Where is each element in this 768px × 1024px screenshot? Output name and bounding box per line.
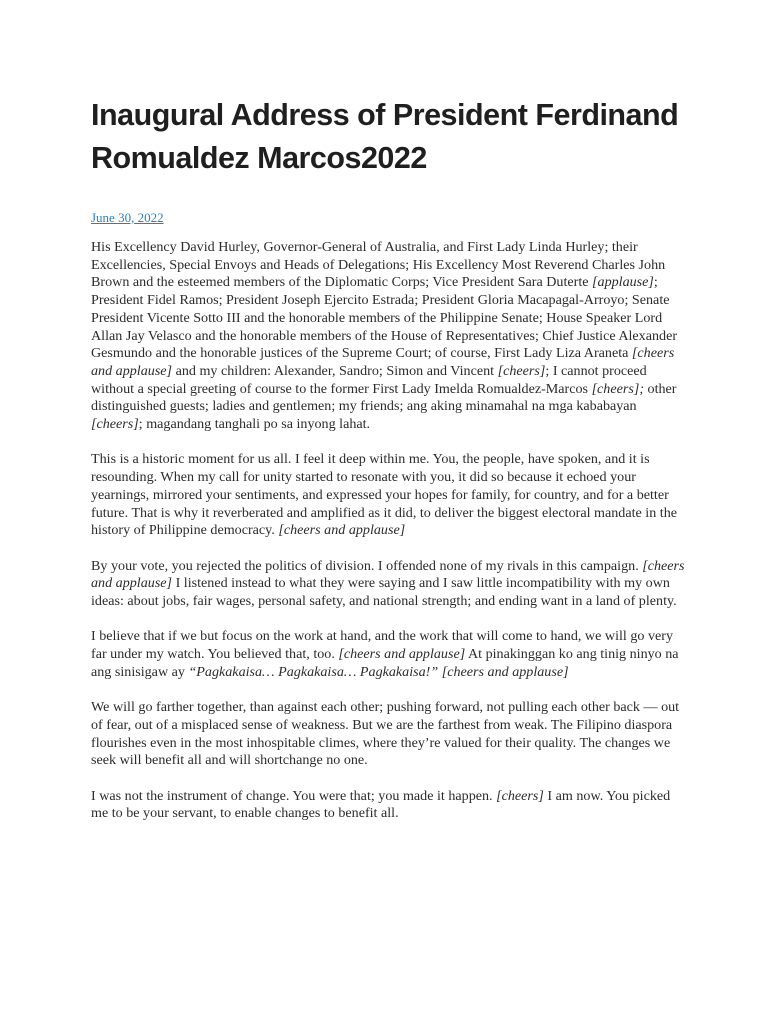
paragraph-text: His Excellency David Hurley, Governor-General of Australia, and First Lady Linda Hurley; their Excellencies, Special Envoys and Heads of Delegations; His Excellency Most Reverend Charles John Brown and the esteemed members of the Diplomatic Corps; Vice President Sara Duterte (91, 239, 666, 291)
publish-date-link[interactable]: June 30, 2022 (91, 210, 164, 225)
paragraph-text: We will go farther together, than against each other; pushing forward, not pulling each other back — out of fear, out of a misplaced sense of weakness. But we are the farthest from weak. The Filipino diaspora flourishes even in the most inhospitable climes, where they’re valued for their quality. The changes we seek will benefit all and will shortchange no one. (91, 699, 680, 769)
article-paragraph (91, 699, 685, 770)
paragraph-text: I listened instead to what they were saying and I saw little incompatibility with my own ideas: about jobs, fair wages, personal safety, and national strength; and ending want in a land of plenty. (91, 575, 677, 610)
stage-direction-text: [cheers] (91, 416, 139, 433)
paragraph-text: This is a historic moment for us all. I feel it deep within me. You, the people, have spoken, and it is resounding. When my call for unity started to resonate with you, it did so because it echoed your yearnings, mirrored your sentiments, and expressed your hopes for family, for country, and for a better future. That is why it reverberated and amplified as it did, to deliver the biggest electoral mandate in the history of Philippine democracy. (91, 451, 677, 539)
stage-direction-text: [cheers and applause] (91, 557, 685, 592)
stage-direction-text: “Pagkakaisa… Pagkakaisa… Pagkakaisa!” [cheers and applause] (188, 663, 569, 680)
article-title: Inaugural Address of President Ferdinand Romualdez Marcos2022 (91, 98, 679, 175)
stage-direction-text: [applause] (592, 274, 654, 291)
paragraph-text: I am now. You picked me to be your servant, to enable changes to benefit all. (91, 787, 671, 822)
article-paragraph (91, 788, 685, 823)
paragraph-text: I believe that if we but focus on the work at hand, and the work that will come to hand, we will go very far under my watch. You believed that, too. (91, 628, 673, 663)
article-paragraph (91, 628, 685, 681)
stage-direction-text: [cheers]; (591, 380, 645, 397)
paragraph-text: ; I cannot proceed without a special greeting of course to the former First Lady Imelda Romualdez-Marcos (91, 362, 647, 397)
paragraph-text: other distinguished guests; ladies and gentlemen; my friends; ang aking minamahal na mga kababayan (91, 380, 677, 415)
paragraph-text: At pinakinggan ko ang tinig ninyo na ang sinisigaw ay (91, 646, 679, 680)
stage-direction-text: [cheers] (497, 362, 546, 379)
stage-direction-text: [cheers] (496, 787, 544, 804)
article (91, 94, 685, 841)
stage-direction-text: [cheers and applause] (278, 522, 406, 539)
paragraph-text: I was not the instrument of change. You were that; you made it happen. (91, 787, 497, 804)
paragraph-text: By your vote, you rejected the politics of division. I offended none of my rivals in this campaign. (91, 557, 643, 574)
article-paragraph (91, 558, 685, 611)
article-paragraph (91, 239, 685, 434)
stage-direction-text: [cheers and applause] (91, 345, 675, 379)
stage-direction-text: [cheers and applause] (338, 646, 466, 663)
paragraph-text: ; magandang tanghali po sa inyong lahat. (138, 416, 371, 433)
article-body (91, 239, 685, 823)
paragraph-text: and my children: Alexander, Sandro; Simon and Vincent (172, 362, 498, 379)
paragraph-text: ; President Fidel Ramos; President Joseph Ejercito Estrada; President Gloria Macapagal-Arroyo; Senate President Vicente Sotto III and the honorable members of the Philippine Senate; House Speaker Lord Allan Jay Velasco and the honorable members of the House of Representatives; Chief Justice Alexander Gesmundo and the honorable justices of the Supreme Court; of course, First Lady Liza Araneta (91, 274, 678, 362)
article-paragraph (91, 451, 685, 540)
